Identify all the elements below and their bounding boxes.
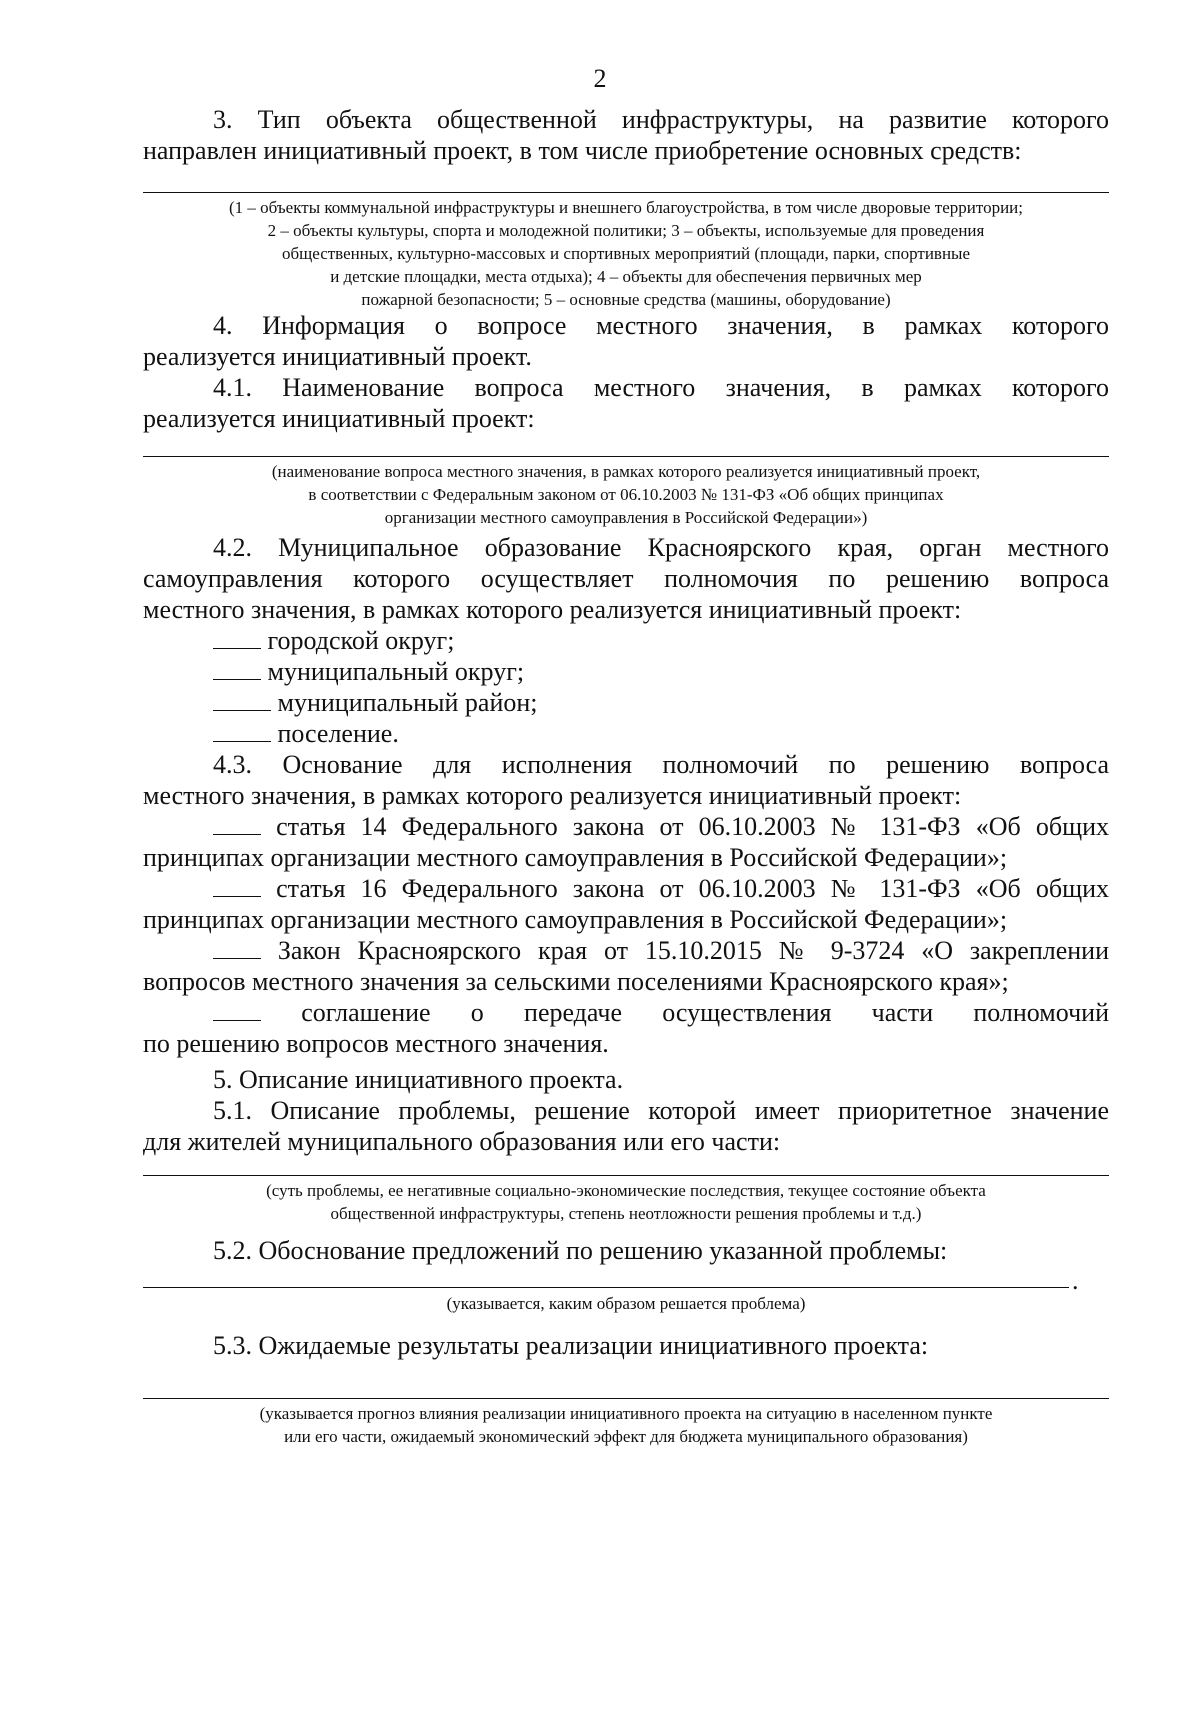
text-line: для жителей муниципального образования или его части: [143,1127,781,1156]
note-line: в соответствии с Федеральным законом от 06.10.2003 № 131-ФЗ «Об общих принципах [308,485,944,504]
note-line: (суть проблемы, ее негативные социально-экономические последствия, текущее состояние объекта [266,1181,986,1200]
option-label: муниципальный район; [277,688,538,717]
text-line: самоуправления которого осуществляет полномочия по решению вопроса [143,564,1109,593]
text-line: по решению вопросов местного значения. [143,1029,609,1058]
section-5-2-note: (указывается, каким образом решается проблема) [446,1294,806,1313]
checkbox-option[interactable] [143,687,1109,718]
text-line: реализуется инициативный проект: [143,404,535,433]
text-line: принципах организации местного самоуправления в Российской Федерации»; [143,905,1008,934]
note-line: или его части, ожидаемый экономический эффект для бюджета муниципального образования) [284,1427,968,1446]
text-line: 5.3. Ожидаемые результаты реализации инициативного проекта: [213,1331,929,1360]
fill-in-line [143,1398,1109,1399]
fill-in-line [143,1287,1069,1288]
text-line [143,873,1109,904]
text-line: 4. Информация о вопросе местного значения, в рамках которого [213,311,1109,340]
section-4-1 [143,372,1109,434]
section-5-1-note [143,1179,1109,1225]
blank-field[interactable] [213,648,261,649]
section-3-heading [143,104,1109,166]
note-line: (указывается прогноз влияния реализации инициативного проекта на ситуацию в населенном пункте [259,1404,993,1423]
blank-field[interactable] [213,1020,261,1021]
text-line: 4.2. Муниципальное образование Красноярского края, орган местного [213,533,1109,562]
fill-in-line [143,192,1109,193]
section-5-title: 5. Описание инициативного проекта. [213,1065,624,1094]
section-5-3 [143,1330,1109,1361]
option-label: Закон Красноярского края от 15.10.2015 № 9-3724 «О закреплении [277,936,1109,965]
option-label: статья 14 Федерального закона от 06.10.2003 № 131-ФЗ «Об общих [276,812,1110,841]
blank-field[interactable] [213,834,261,835]
note-line: (1 – объекты коммунальной инфраструктуры и внешнего благоустройства, в том числе дворовые территории; [229,198,1023,217]
blank-field[interactable] [213,679,261,680]
text-line: местного значения, в рамках которого реализуется инициативный проект: [143,781,962,810]
text-line: 5.2. Обоснование предложений по решению указанной проблемы: [213,1236,948,1265]
checkbox-option[interactable] [143,625,1109,656]
note-line: (наименование вопроса местного значения, в рамках которого реализуется инициативный проект, [271,462,981,481]
text-line: 5.1. Описание проблемы, решение которой имеет приоритетное значение [213,1096,1109,1125]
text-line [143,811,1109,842]
blank-field[interactable] [213,741,271,742]
section-4-2 [143,532,1109,749]
note-line: общественной инфраструктуры, степень неотложности решения проблемы и т.д.) [330,1204,922,1223]
option-label: статья 16 Федерального закона от 06.10.2003 № 131-ФЗ «Об общих [276,874,1110,903]
section-5-3-note [143,1402,1109,1448]
blank-field[interactable] [213,896,261,897]
option-label: поселение. [277,719,399,748]
note-line: 2 – объекты культуры, спорта и молодежной политики; 3 – объекты, используемые для проведения [267,221,985,240]
note-line: организации местного самоуправления в Российской Федерации») [384,508,868,527]
text-line: 4.1. Наименование вопроса местного значения, в рамках которого [213,373,1109,402]
option-label: соглашение о передаче осуществления части полномочий [301,998,1109,1027]
checkbox-option[interactable] [143,718,1109,749]
text-line: реализуется инициативный проект. [143,342,532,371]
text-line: принципах организации местного самоуправления в Российской Федерации»; [143,843,1008,872]
section-5-2 [143,1235,1109,1266]
checkbox-option[interactable] [143,656,1109,687]
section-3-note [143,196,1109,311]
note-line: и детские площадки, места отдыха); 4 – объекты для обеспечения первичных мер [330,267,922,286]
text-line: вопросов местного значения за сельскими поселениями Красноярского края»; [143,967,1009,996]
page-number: 2 [593,64,607,93]
note-line: пожарной безопасности; 5 – основные средства (машины, оборудование) [361,290,891,309]
text-line [143,935,1109,966]
text-line: 4.3. Основание для исполнения полномочий по решению вопроса [213,750,1109,779]
text-line: 3. Тип объекта общественной инфраструктуры, на развитие которого [213,105,1109,134]
fill-in-line [143,456,1109,457]
blank-field[interactable] [213,958,261,959]
section-4-3 [143,749,1109,1059]
blank-field[interactable] [213,710,271,711]
section-4-heading [143,310,1109,372]
text-line [143,997,1109,1028]
text-line: местного значения, в рамках которого реализуется инициативный проект: [143,595,962,624]
text-line: направлен инициативный проект, в том числе приобретение основных средств: [143,136,1022,165]
option-label: городской округ; [267,626,455,655]
section-4-1-note [143,460,1109,529]
option-label: муниципальный округ; [267,657,525,686]
note-line: общественных, культурно-массовых и спортивных мероприятий (площади, парки, спортивные [281,244,971,263]
period-mark: . [1072,1266,1079,1295]
section-5 [143,1064,1109,1157]
fill-in-line [143,1175,1109,1176]
